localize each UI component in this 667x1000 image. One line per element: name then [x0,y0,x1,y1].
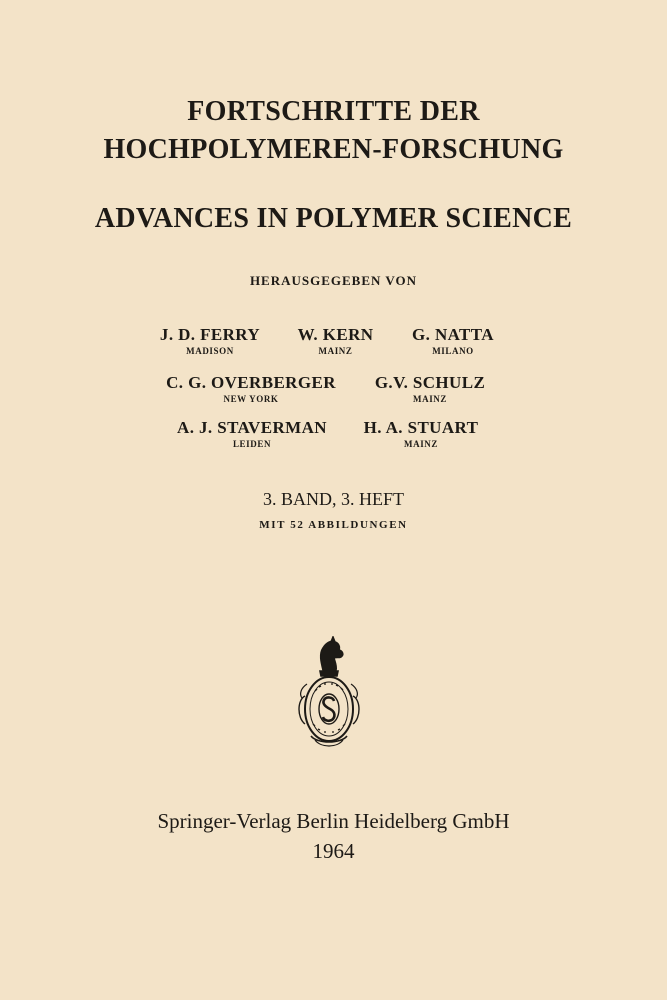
editor-place: MAINZ [404,439,438,449]
springer-knight-emblem-icon [293,636,365,754]
editor-overberger [158,373,344,404]
editor-name: A. J. STAVERMAN [177,418,327,437]
editor-staverman [168,418,336,449]
edited-by-label: HERAUSGEGEBEN VON [249,273,418,288]
editor-ferry [150,325,270,356]
publication-year: 1964 [312,839,355,863]
illustrations-count: MIT 52 ABBILDUNGEN [259,519,408,531]
editor-natta [398,325,508,356]
editor-place: LEIDEN [232,439,272,449]
editor-name: H. A. STUART [363,418,479,437]
editor-name: J. D. FERRY [159,325,261,344]
editor-place: MAINZ [413,394,447,404]
editor-name: G.V. SCHULZ [374,373,486,392]
volume-label: 3. BAND, 3. HEFT [262,489,404,509]
editor-stuart [354,418,488,449]
editor-place: NEW YORK [223,394,279,404]
english-title: ADVANCES IN POLYMER SCIENCE [94,203,573,234]
editor-name: G. NATTA [412,325,494,344]
editor-name: C. G. OVERBERGER [166,373,336,392]
publisher-name: Springer-Verlag Berlin Heidelberg GmbH [157,809,510,833]
main-title-line-1: FORTSCHRITTE DER [187,96,480,127]
editor-name: W. KERN [297,325,374,344]
editor-place: MADISON [186,346,234,356]
editor-kern [283,325,388,356]
editor-place: MILANO [432,346,474,356]
editor-place: MAINZ [318,346,353,356]
main-title-line-2: HOCHPOLYMEREN-FORSCHUNG [103,134,564,165]
editor-schulz [360,373,500,404]
